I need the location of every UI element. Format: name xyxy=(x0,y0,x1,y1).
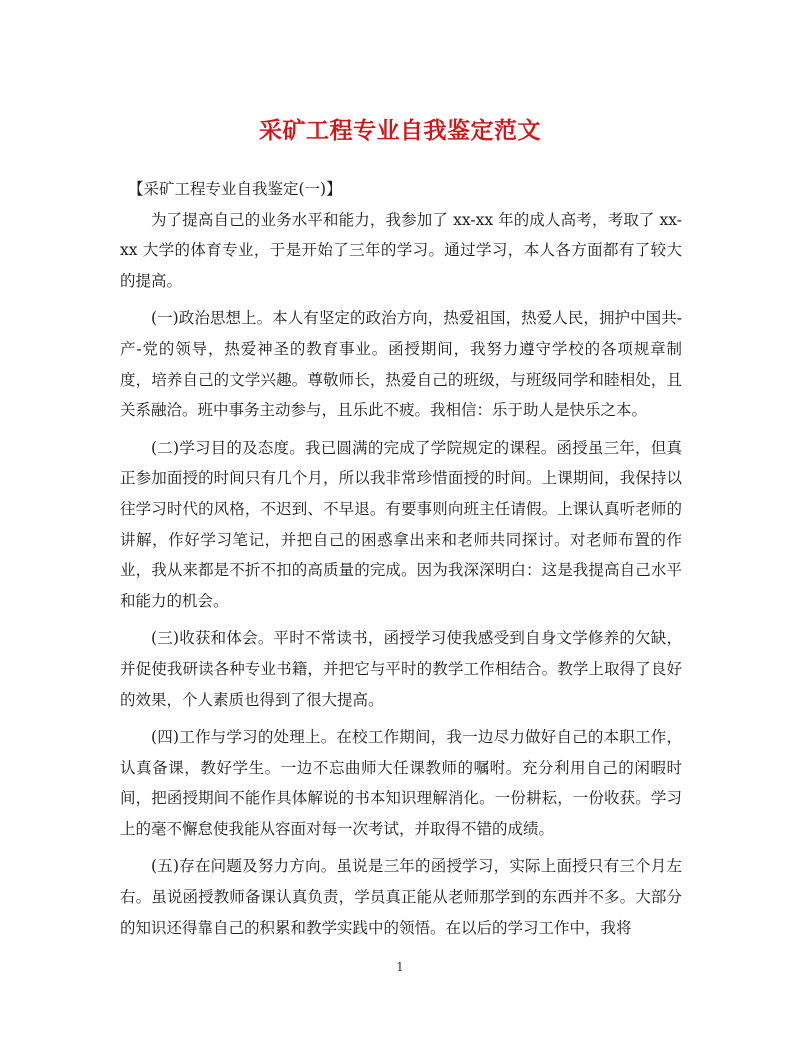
paragraph-gains: (三)收获和体会。平时不常读书，函授学习使我感受到自身文学修养的欠缺，并促使我研读各种专业书籍，并把它与平时的教学工作相结合。教学上取得了良好的效果，个人素质也得到了很大提高。 xyxy=(120,629,682,709)
paragraph-intro: 为了提高自己的业务水平和能力，我参加了 xx-xx 年的成人高考，考取了 xx-xx 大学的体育专业，于是开始了三年的学习。通过学习，本人各方面都有了较大的提高。 xyxy=(120,210,682,290)
paragraph-work-study: (四)工作与学习的处理上。在校工作期间，我一边尽力做好自己的本职工作，认真备课，教好学生。一边不忘曲师大任课教师的嘱咐。充分利用自己的闲暇时间，把函授期间不能作具体解说的书本知识理解消化。一份耕耘，一份收获。学习上的毫不懈怠使我能从容面对每一次考试，并取得不错的成绩。 xyxy=(120,728,682,838)
paragraph-political: (一)政治思想上。本人有坚定的政治方向，热爱祖国，热爱人民，拥护中国共-产-党的领导，热爱神圣的教育事业。函授期间，我努力遵守学校的各项规章制度，培养自己的文学兴趣。尊敬师长，热爱自己的班级，与班级同学和睦相处，且关系融洽。班中事务主动参与，且乐此不疲。我相信：乐于助人是快乐之本。 xyxy=(120,309,682,420)
document-title: 采矿工程专业自我鉴定范文 xyxy=(259,117,541,144)
section-heading: 【采矿工程专业自我鉴定(一)】 xyxy=(128,180,342,198)
paragraph-problems: (五)存在问题及努力方向。虽说是三年的函授学习，实际上面授只有三个月左右。虽说函授教师备课认真负责，学员真正能从老师那学到的东西并不多。大部分的知识还得靠自己的积累和教学实践中的领悟。在以后的学习工作中，我将 xyxy=(120,857,682,937)
page-number: 1 xyxy=(396,960,404,974)
paragraph-study-attitude: (二)学习目的及态度。我已圆满的完成了学院规定的课程。函授虽三年，但真正参加面授的时间只有几个月，所以我非常珍惜面授的时间。上课期间，我保持以往学习时代的风格，不迟到、不早退。有要事则向班主任请假。上课认真听老师的讲解，作好学习笔记，并把自己的困惑拿出来和老师共同探讨。对老师布置的作业，我从来都是不折不扣的高质量的完成。因为我深深明白：这是我提高自己水平和能力的机会。 xyxy=(120,438,682,610)
document-body xyxy=(120,174,682,943)
